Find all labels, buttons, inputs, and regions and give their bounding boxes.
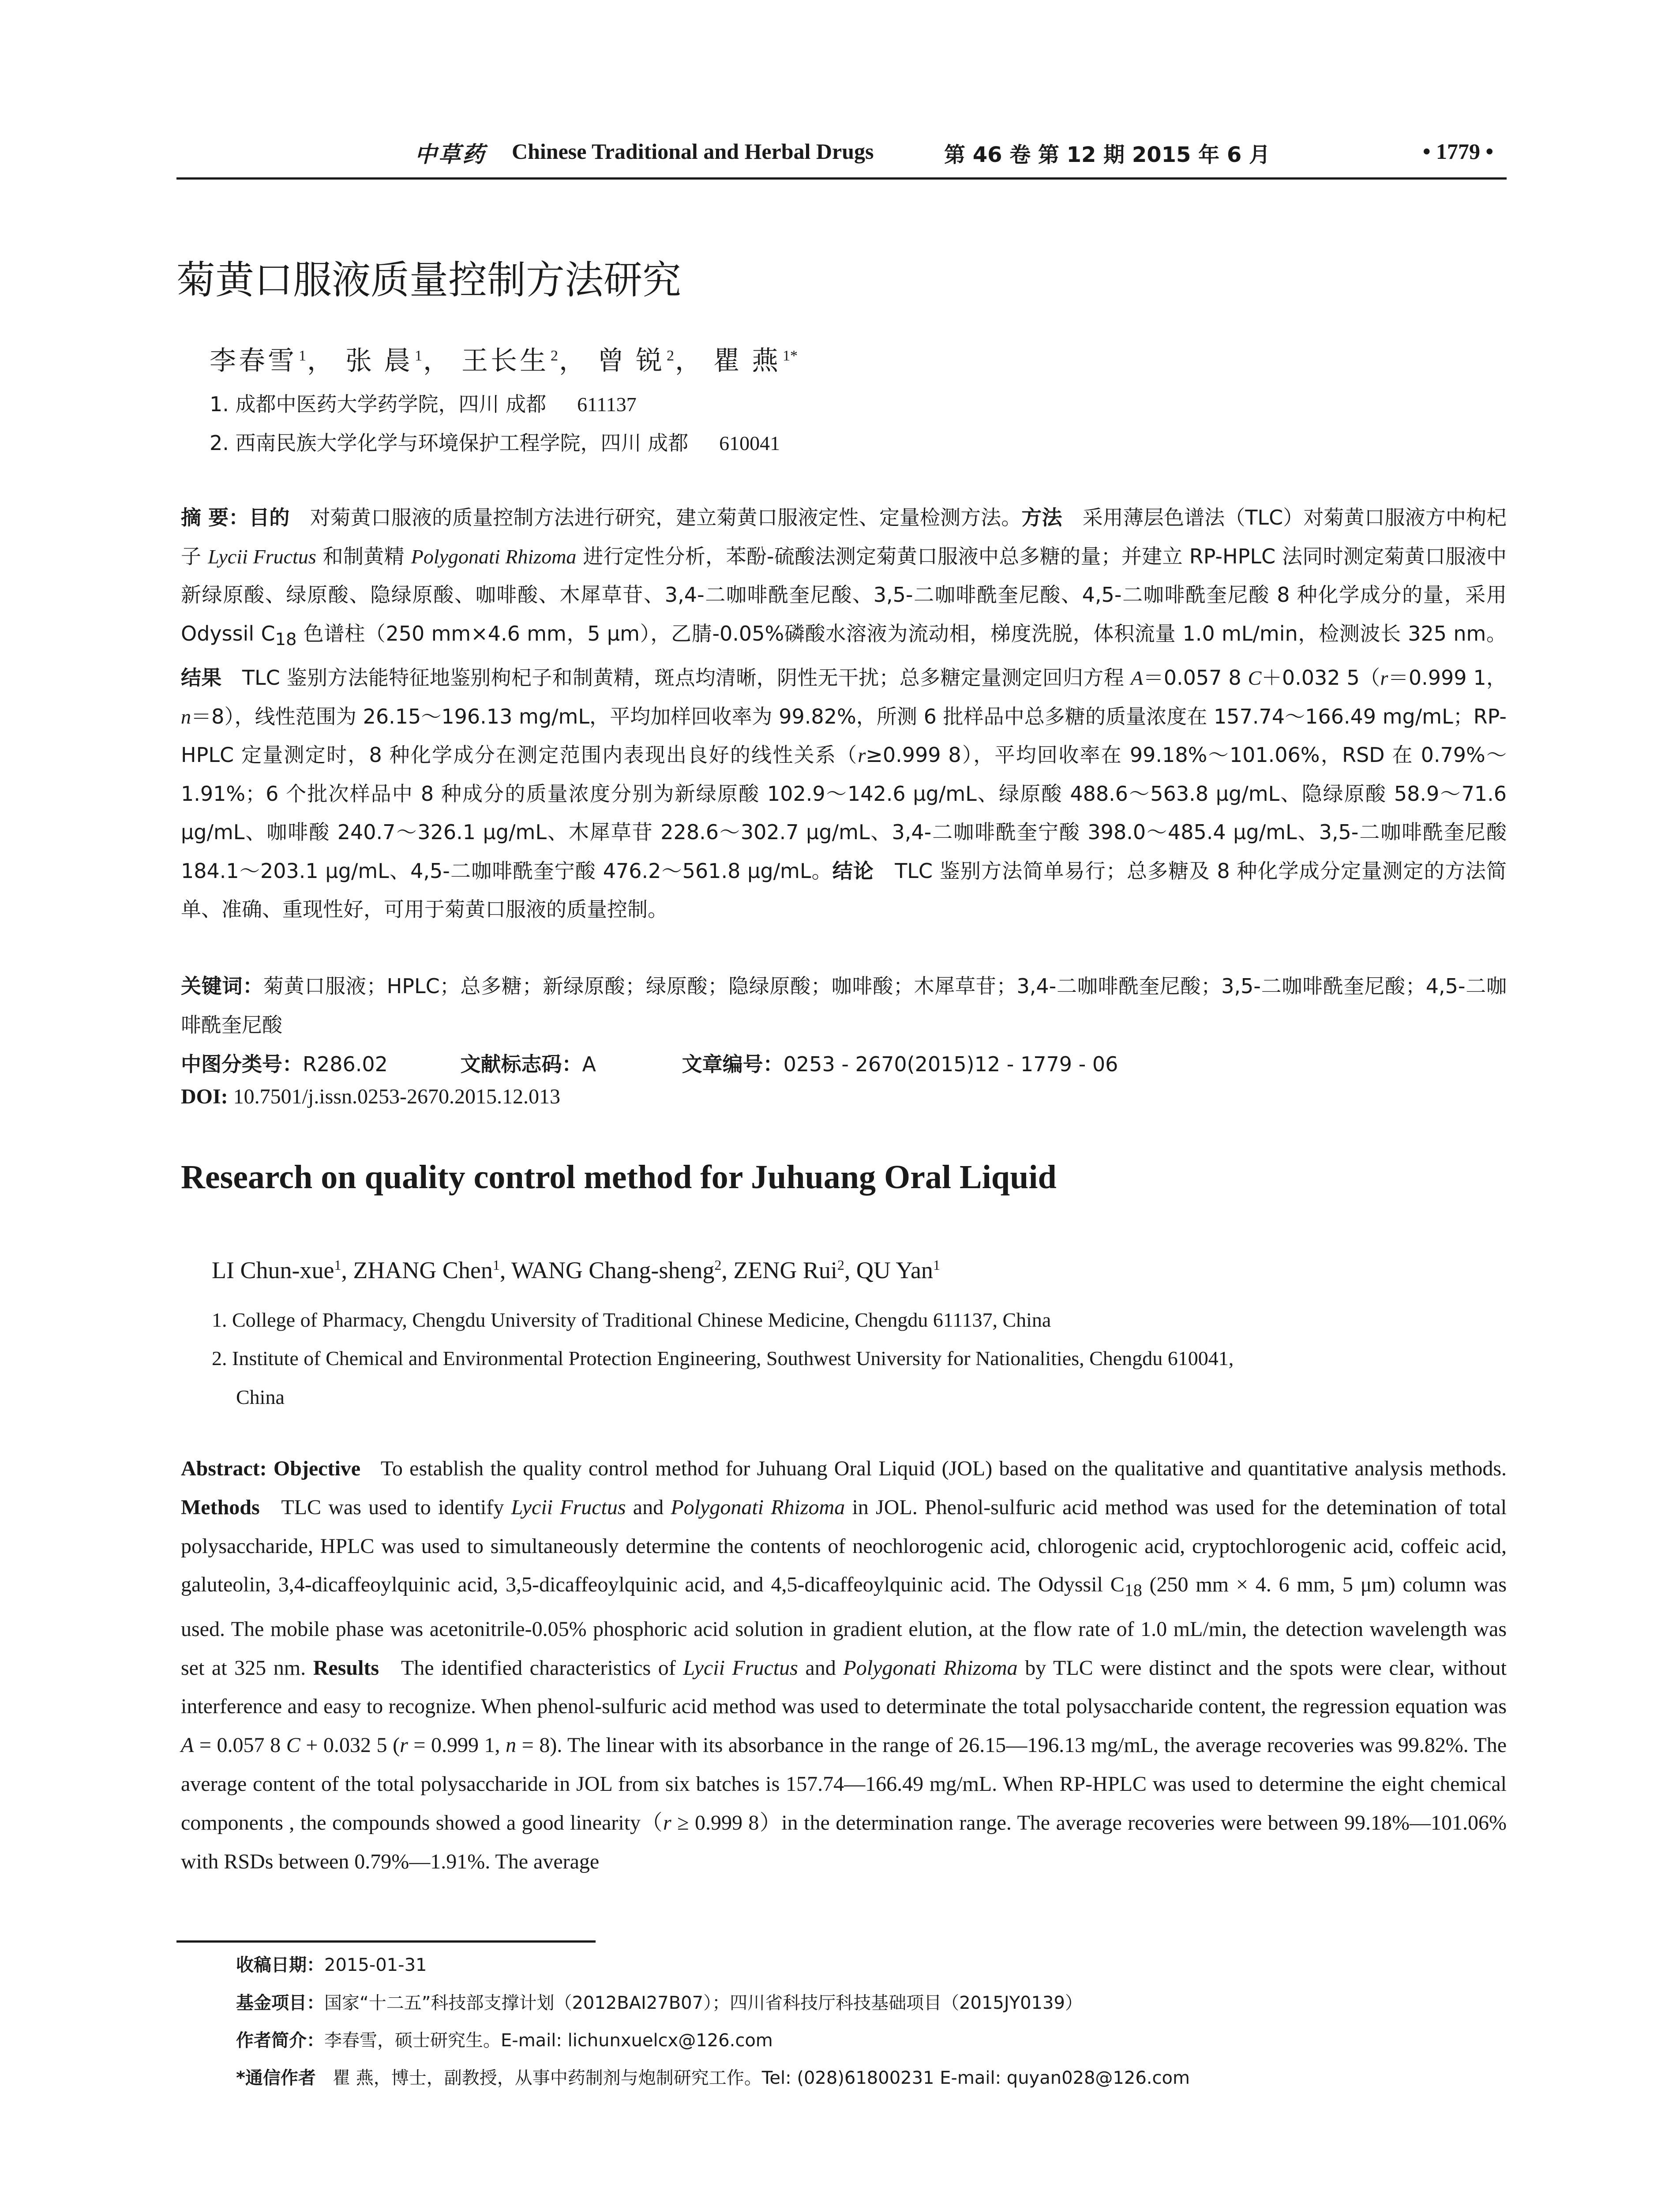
cn-author: 瞿 燕 xyxy=(713,346,781,375)
cn-affiliation xyxy=(210,388,637,417)
cn-author: 张 晨 xyxy=(345,346,413,375)
page-number: • 1779 • xyxy=(1422,139,1493,164)
en-results-text: ≥ 0.999 8）in the determination range. The average recoveries were between 99.18%—101.06% with RSDs between 0.79%—1.91%. The average xyxy=(181,1811,1507,1873)
en-results-text: and xyxy=(798,1656,844,1680)
cn-abstract-label: 摘 要： xyxy=(181,506,249,529)
en-var: A xyxy=(181,1733,194,1757)
en-methods-text: TLC was used to identify xyxy=(281,1495,511,1519)
cn-author-sup: 1 xyxy=(299,348,306,364)
footnote-rule xyxy=(176,1940,596,1943)
en-affiliation: 1. College of Pharmacy, Chengdu University of Traditional Chinese Medicine, Chengdu 611137, China xyxy=(212,1309,1051,1331)
cn-title: 菊黄口服液质量控制方法研究 xyxy=(176,257,682,303)
footnote-corresponding xyxy=(236,2064,1190,2089)
en-methods-text: (250 mm × 4. 6 mm, 5 μm) column was used. The mobile phase was acetonitrile-0.05% phosphoric acid solution in gradient elution, at the flow rate of 1.0 mL/min, the detection wavelength was set at 325 nm. xyxy=(181,1573,1507,1680)
cn-affiliation-text: 2. 西南民族大学化学与环境保护工程学院，四川 成都 xyxy=(210,431,689,455)
cn-results-text: ＝8），线性范围为 26.15～196.13 mg/mL，平均加样回收率为 99.82%，所测 6 批样品中总多糖的质量浓度在 157.74～166.49 mg/mL；RP-HPLC 定量测定时，8 种化学成分在测定范围内表现出良好的线性关系（ xyxy=(181,704,1507,767)
cn-subscript: 18 xyxy=(275,629,297,649)
cn-conclusion-text: TLC 鉴别方法简单易行；总多糖及 8 种化学成分定量测定的方法简单、准确、重现性好，可用于菊黄口服液的质量控制。 xyxy=(181,859,1507,922)
en-objective-text: To establish the quality control method for Juhuang Oral Liquid (JOL) based on the qualitative and quantitative analysis methods. xyxy=(380,1457,1507,1480)
en-abstract-label: Abstract: Objective xyxy=(181,1457,361,1480)
en-results-text: = 0.999 1, xyxy=(408,1733,506,1757)
cn-var: r xyxy=(1380,667,1388,690)
article-no-label: 文章编号： xyxy=(682,1052,784,1076)
cn-author: 曾 锐 xyxy=(597,346,665,375)
footnote-label: *通信作者 xyxy=(236,2068,316,2088)
cn-methods-text: 和制黄精 xyxy=(316,544,411,568)
cn-authors: 李春雪 $^1$， 张 晨 $^1$， 王长生 $^2$， 曾 锐 $^2$， 瞿 燕 $^{1*}$ xyxy=(210,346,798,375)
en-var: n xyxy=(506,1733,517,1757)
clc-value: R286.02 xyxy=(303,1052,388,1076)
en-results-text: + 0.032 5 ( xyxy=(300,1733,400,1757)
footnote-text: 瞿 燕，博士，副教授，从事中药制剂与炮制研究工作。Tel: (028)61800231 E-mail: quyan028@126.com xyxy=(333,2068,1190,2088)
cn-objective-label: 目的 xyxy=(249,506,290,529)
clc-label: 中图分类号： xyxy=(181,1052,303,1076)
en-title: Research on quality control method for Juhuang Oral Liquid xyxy=(181,1159,1057,1196)
footnote-fund xyxy=(236,1989,1083,2014)
doccode-label: 文献标志码： xyxy=(460,1052,582,1076)
en-results-text: by TLC were distinct and the spots were clear, without interference and easy to recognize. When phenol-sulfuric acid method was used to determinate the total polysaccharide content, the regression equation was xyxy=(181,1656,1507,1718)
en-abstract xyxy=(181,1449,1507,1881)
en-latin-name: Lycii Fructus xyxy=(511,1495,626,1519)
article-no-value: 0253 - 2670(2015)12 - 1779 - 06 xyxy=(783,1052,1118,1076)
cn-keywords-text: 菊黄口服液；HPLC；总多糖；新绿原酸；绿原酸；隐绿原酸；咖啡酸；木犀草苷；3,4-二咖啡酰奎尼酸；3,5-二咖啡酰奎尼酸；4,5-二咖啡酰奎尼酸 xyxy=(181,974,1507,1037)
en-author-sup: 1 xyxy=(334,1257,341,1273)
footnote-label: 基金项目： xyxy=(236,1993,324,2013)
cn-latin-name: Polygonati Rhizoma xyxy=(411,545,577,568)
footnote-received xyxy=(236,1951,427,1976)
cn-results-text: ＝0.057 8 xyxy=(1143,666,1248,690)
en-results-label: Results xyxy=(313,1656,379,1680)
en-author: WANG Chang-sheng xyxy=(511,1257,715,1283)
cn-results-text: ＝0.999 1， xyxy=(1388,666,1507,690)
cn-var: n xyxy=(181,705,191,728)
journal-name-en: Chinese Traditional and Herbal Drugs xyxy=(512,139,874,164)
footnote-author xyxy=(236,2026,773,2052)
cn-methods-text: 采用薄层色谱法（TLC）对菊黄口服液方中枸杞子 xyxy=(181,506,1507,568)
cn-results-label: 结果 xyxy=(181,666,222,690)
cn-affiliation-code: 611137 xyxy=(577,393,637,416)
cn-author: 李春雪 xyxy=(210,346,297,375)
cn-results-text: ＋0.032 5（ xyxy=(1261,666,1380,690)
en-affiliation: 2. Institute of Chemical and Environmental Protection Engineering, Southwest University for Nationalities, Chengdu 610041, xyxy=(212,1347,1234,1369)
en-author: ZENG Rui xyxy=(733,1257,837,1283)
cn-results-text: ≥0.999 8），平均回收率在 99.18%～101.06%，RSD 在 0.79%～1.91%；6 个批次样品中 8 种成分的质量浓度分别为新绿原酸 102.9～142.6 μg/mL、绿原酸 488.6～563.8 μg/mL、隐绿原酸 58.9～71.6 μg/mL、咖啡酸 240.7～326.1 μg/mL、木犀草苷 228.6～302.7 μg/mL、3,4-二咖啡酰奎宁酸 398.0～485.4 μg/mL、3,5-二咖啡酰奎尼酸 184.1～203.1 μg/mL、4,5-二咖啡酰奎宁酸 476.2～561.8 μg/mL。 xyxy=(181,743,1507,883)
cn-keywords xyxy=(181,967,1507,1044)
cn-methods-text: 进行定性分析，苯酚-硫酸法测定菊黄口服液中总多糖的量；并建立 RP-HPLC 法同时测定菊黄口服液中新绿原酸、绿原酸、隐绿原酸、咖啡酸、木犀草苷、3,4-二咖啡酰奎尼酸、3,5-二咖啡酰奎尼酸、4,5-二咖啡酰奎尼酸 8 种化学成分的量，采用 Odyssil C xyxy=(181,544,1507,645)
en-author-sup: 1 xyxy=(933,1257,940,1273)
cn-latin-name: Lycii Fructus xyxy=(208,545,316,568)
en-authors: LI Chun-xue$^1$, ZHANG Chen$^1$, WANG Chang-sheng$^2$, ZENG Rui$^2$, QU Yan$^1$ xyxy=(212,1257,940,1283)
cn-var: C xyxy=(1248,667,1262,690)
footnote-text: 李春雪，硕士研究生。E-mail: lichunxuelcx@126.com xyxy=(324,2030,773,2051)
en-var: C xyxy=(286,1733,300,1757)
doi xyxy=(181,1084,560,1109)
en-results-text: = 8). The linear with its absorbance in the range of 26.15—196.13 mg/mL, the average recoveries was 99.82%. The average content of the total polysaccharide in JOL from six batches is 157.74—166.49 mg/mL. When RP-HPLC was used to determine the eight chemical components , the compounds showed a good linearity（ xyxy=(181,1733,1507,1835)
en-subscript: 18 xyxy=(1124,1580,1142,1600)
cn-methods-label: 方法 xyxy=(1021,506,1062,529)
en-author: LI Chun-xue xyxy=(212,1257,334,1283)
en-methods-text: and xyxy=(626,1495,671,1519)
cn-keywords-label: 关键词： xyxy=(181,974,263,998)
en-affiliation-cont: China xyxy=(236,1386,285,1408)
footnote-text: 国家“十二五”科技部支撑计划（2012BAI27B07）；四川省科技厅科技基础项目（2015JY0139） xyxy=(324,1993,1083,2013)
doi-label: DOI: xyxy=(181,1085,228,1108)
en-latin-name: Lycii Fructus xyxy=(683,1656,798,1680)
cn-author-sup: 2 xyxy=(667,348,674,364)
en-latin-name: Polygonati Rhizoma xyxy=(671,1495,845,1519)
cn-identifiers xyxy=(181,1045,1507,1084)
journal-logo: 中草药 xyxy=(415,142,486,167)
cn-affiliation-text: 1. 成都中医药大学药学院，四川 成都 xyxy=(210,392,547,416)
doi-value[interactable]: 10.7501/j.issn.0253-2670.2015.12.013 xyxy=(233,1085,561,1108)
en-results-text: The identified characteristics of xyxy=(401,1656,683,1680)
cn-results-text: TLC 鉴别方法能特征地鉴别枸杞子和制黄精，斑点均清晰，阴性无干扰；总多糖定量测定回归方程 xyxy=(242,666,1131,690)
en-author: ZHANG Chen xyxy=(353,1257,493,1283)
en-author-sup: 1 xyxy=(492,1257,500,1273)
cn-conclusion-label: 结论 xyxy=(832,859,874,883)
en-var: r xyxy=(663,1811,671,1835)
cn-var: A xyxy=(1131,667,1144,690)
cn-author-sup: 1 xyxy=(415,348,422,364)
cn-author-sup: 2 xyxy=(551,348,558,364)
en-var: r xyxy=(400,1733,408,1757)
cn-author-sup: 1* xyxy=(783,348,798,364)
footnote-label: 作者简介： xyxy=(236,2030,324,2051)
cn-var: r xyxy=(858,744,866,767)
en-methods-text: in JOL. Phenol-sulfuric acid method was used for the detemination of total polysaccharide, HPLC was used to simultaneously determine the contents of neochlorogenic acid, chlorogenic acid, cryptochlorogenic acid, coffeic acid, galuteolin, 3,4-dicaffeoylquinic acid, 3,5-dicaffeoylquinic acid, and 4,5-dicaffeoylquinic acid. The Odyssil C xyxy=(181,1495,1507,1597)
doccode-value: A xyxy=(582,1052,596,1076)
en-methods-label: Methods xyxy=(181,1495,260,1519)
cn-methods-text: 色谱柱（250 mm×4.6 mm，5 μm），乙腈-0.05%磷酸水溶液为流动相，梯度洗脱，体积流量 1.0 mL/min，检测波长 325 nm。 xyxy=(296,621,1507,645)
en-author: QU Yan xyxy=(856,1257,933,1283)
footnote-label: 收稿日期： xyxy=(236,1955,324,1975)
cn-abstract xyxy=(181,499,1507,929)
en-author-sup: 2 xyxy=(837,1257,844,1273)
footnote-text: 2015-01-31 xyxy=(324,1955,427,1975)
cn-affiliation xyxy=(210,427,780,456)
en-author-sup: 2 xyxy=(714,1257,722,1273)
journal-issue: 第 46 卷 第 12 期 2015 年 6 月 xyxy=(944,143,1270,167)
cn-affiliation-code: 610041 xyxy=(719,432,780,454)
en-latin-name: Polygonati Rhizoma xyxy=(843,1656,1018,1680)
en-results-text: = 0.057 8 xyxy=(194,1733,286,1757)
running-header xyxy=(176,137,1507,180)
cn-author: 王长生 xyxy=(461,346,549,375)
cn-objective-text: 对菊黄口服液的质量控制方法进行研究，建立菊黄口服液定性、定量检测方法。 xyxy=(310,506,1022,529)
